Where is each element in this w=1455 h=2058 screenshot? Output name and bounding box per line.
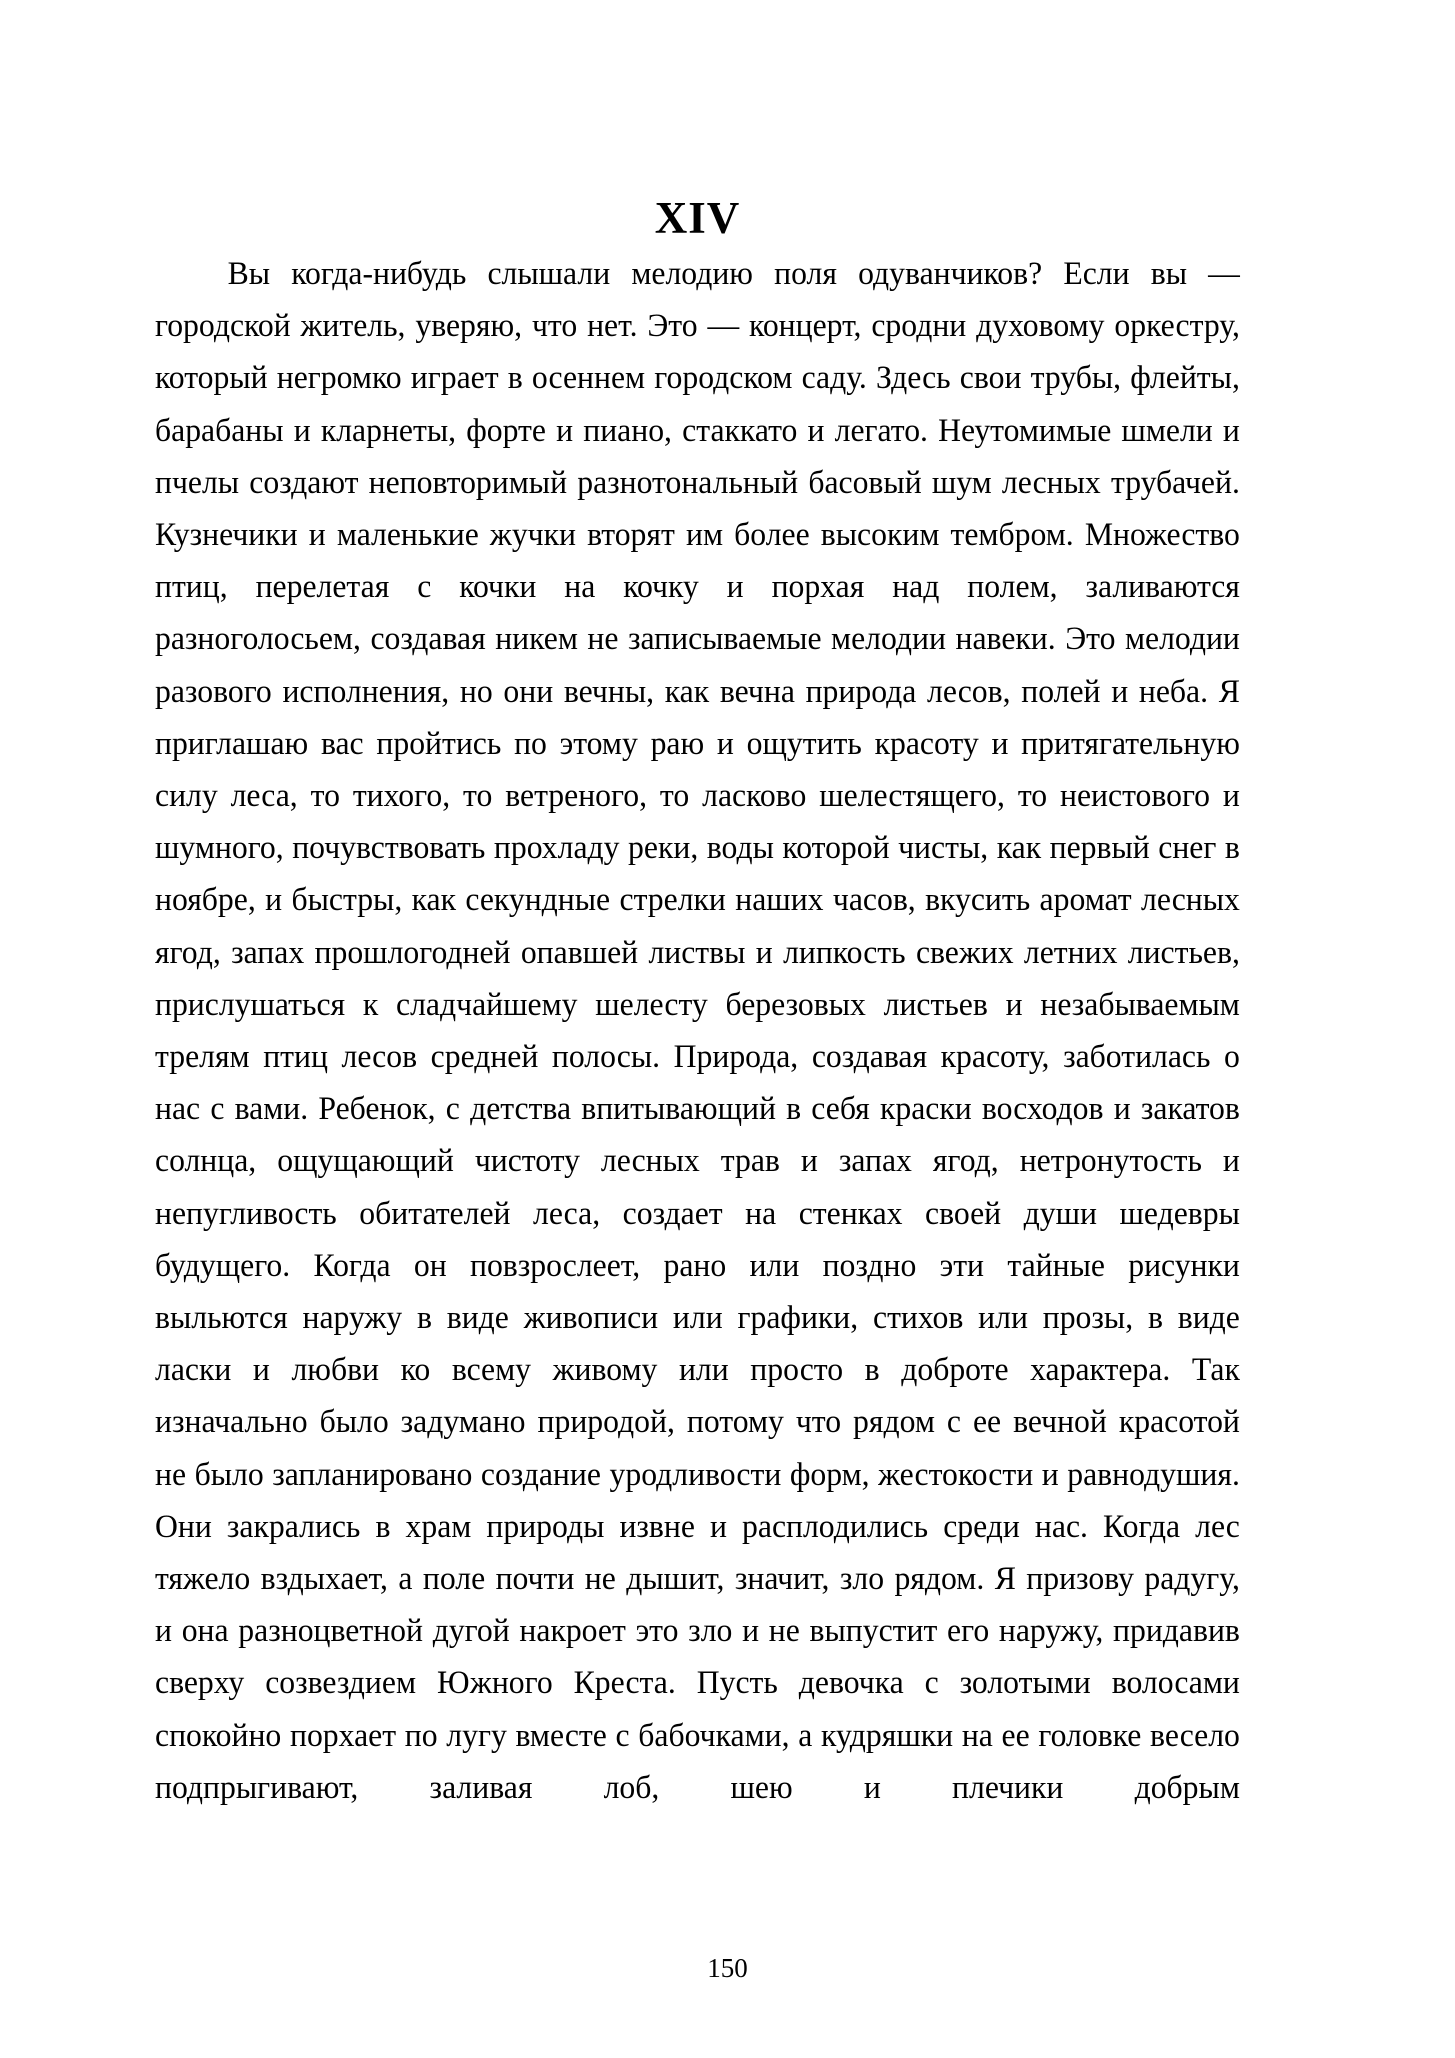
body-paragraph: Вы когда-нибудь слышали мелодию поля одуванчиков? Если вы — городской житель, уверяю, что нет. Это — концерт, сродни духовому оркестру, который негромко играет в осеннем городском саду. Здесь свои трубы, флейты, барабаны и кларнеты, форте и пиано, стаккато и легато. Неутомимые шмели и пчелы создают неповторимый разнотональный басовый шум лесных трубачей. Кузнечики и маленькие жучки вторят им более высоким тембром. Множество птиц, перелетая с кочки на кочку и порхая над полем, заливаются разноголосьем, создавая никем не записываемые мелодии навеки. Это мелодии разового исполнения, но они вечны, как вечна природа лесов, полей и неба. Я приглашаю вас пройтись по этому раю и ощутить красоту и притягательную силу леса, то тихого, то ветреного, то ласково шелестящего, то неистового и шумного, почувствовать прохладу реки, воды которой чисты, как первый снег в ноябре, и быстры, как секундные стрелки наших часов, вкусить аромат лесных ягод, запах прошлогодней опавшей листвы и липкость свежих летних листьев, прислушаться к сладчайшему шелесту березовых листьев и незабываемым трелям птиц лесов средней полосы. Природа, создавая красоту, заботилась о нас с вами. Ребенок, с детства впитывающий в себя краски восходов и закатов солнца, ощущающий чистоту лесных трав и запах ягод, нетронутость и непугливость обитателей леса, создает на стенках своей души шедевры будущего. Когда он повзрослеет, рано или поздно эти тайные рисунки выльются наружу в виде живописи или графики, стихов или прозы, в виде ласки и любви ко всему живому или просто в доброте характера. Так изначально было задумано природой, потому что рядом с ее вечной красотой не было запланировано создание уродливости форм, жестокости и равнодушия. Они закрались в храм природы извне и расплодились среди нас. Когда лес тяжело вздыхает, а поле почти не дышит, значит, зло рядом. Я призову радугу, и она разноцветной дугой накроет это зло и не выпустит его наружу, придавив сверху созвездием Южного Креста. Пусть девочка с золотыми волосами спокойно порхает по лугу вместе с бабочками, а кудряшки на ее головке весело подпрыгивают, заливая лоб, шею и плечики добрым (155, 255, 1240, 1806)
page-number: 150 (707, 1953, 748, 1983)
page-content (155, 193, 1240, 1866)
chapter-heading: XIV (654, 193, 741, 243)
